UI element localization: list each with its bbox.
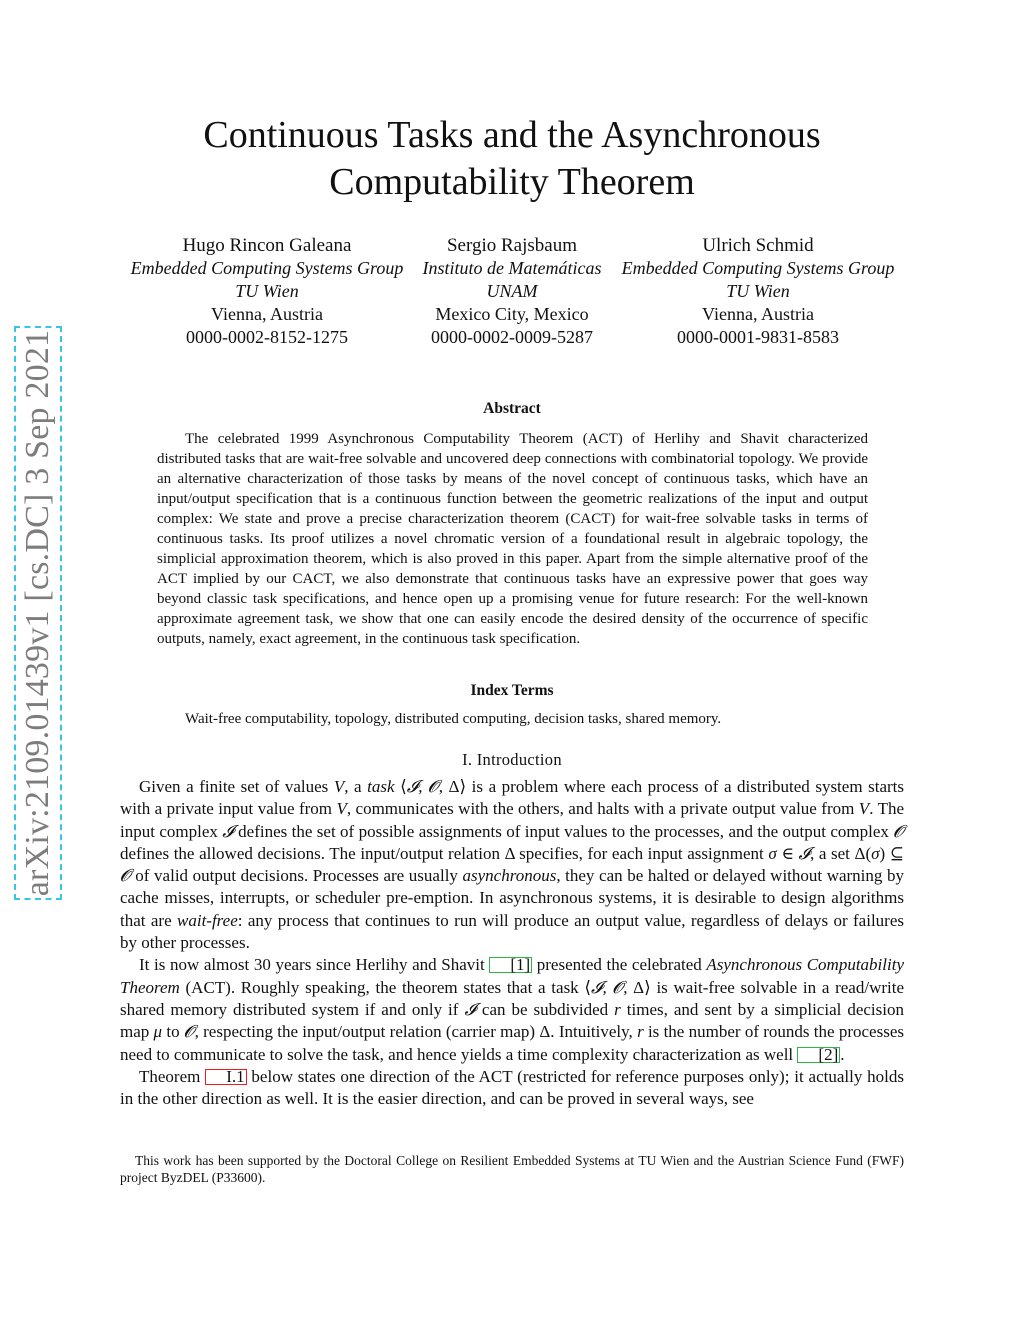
emphasis-wait-free: wait-free xyxy=(177,910,238,930)
author-3 xyxy=(612,234,904,349)
abstract-heading: Abstract xyxy=(483,400,541,417)
funding-footnote: This work has been supported by the Doctoral College on Resilient Embedded Systems at TU Wien and the Austrian Science Fund (FWF) project ByzDEL (P33600). xyxy=(120,1153,904,1185)
author-institution: UNAM xyxy=(486,281,538,301)
author-institution: TU Wien xyxy=(726,281,790,301)
title-line-1: Continuous Tasks and the Asynchronous xyxy=(203,114,821,156)
paper-title xyxy=(120,112,904,206)
index-terms-heading: Index Terms xyxy=(470,682,554,699)
author-orcid[interactable]: 0000-0001-9831-8583 xyxy=(677,327,839,347)
introduction-body xyxy=(120,776,904,1110)
author-orcid[interactable]: 0000-0002-0009-5287 xyxy=(431,327,593,347)
theorem-link[interactable]: I.1 xyxy=(205,1069,246,1085)
citation-link-2[interactable]: [2] xyxy=(797,1047,840,1063)
author-1 xyxy=(122,234,412,349)
author-group: Embedded Computing Systems Group xyxy=(621,258,895,278)
arxiv-id-label[interactable]: arXiv:2109.01439v1 [cs.DC] 3 Sep 2021 xyxy=(19,329,56,897)
author-name: Sergio Rajsbaum xyxy=(446,235,577,256)
intro-paragraph-3: Theorem I.1 below states one direction of the ACT (restricted for reference purposes only); it actually holds in the other direction as well. It is the easier direction, and can be proved in several ways, see xyxy=(120,1066,904,1109)
intro-paragraph-2: It is now almost 30 years since Herlihy and Shavit [1] presented the celebrated Asynchronous Computability Theorem (ACT). Roughly speaking, the theorem states that a task ⟨𝓘, 𝓞, Δ⟩ is wait-free solvable in a read/write shared memory distributed system if and only if 𝓘 can be subdivided r times, and sent by a simplicial decision map μ to 𝓞, respecting the input/output relation (carrier map) Δ. Intuitively, r is the number of rounds the processes need to communicate to solve the task, and hence yields a time complexity characterization as well [2] . xyxy=(120,955,905,1064)
section-heading-introduction: I. Introduction xyxy=(462,750,562,769)
citation-link-1[interactable]: [1] xyxy=(489,957,532,973)
intro-paragraph-1: Given a finite set of values V, a task ⟨𝓘, 𝓞, Δ⟩ is a problem where each process of a distributed system starts with a private input value from V, communicates with the others, and halts with a private output value from V. The input complex 𝓘 defines the set of possible assignments of input values to the processes, and the output complex 𝓞 defines the allowed decisions. The input/output relation Δ specifies, for each input assignment σ ∈ 𝓘, a set Δ(σ) ⊆ 𝓞 of valid output decisions. Processes are usually asynchronous, they can be halted or delayed without warning by cache misses, interrupts, or scheduler pre-emption. In asynchronous systems, it is desirable to design algorithms that are wait-free: any process that continues to run will produce an output value, regardless of delays or failures by other processes. xyxy=(120,777,905,953)
author-group: Embedded Computing Systems Group xyxy=(130,258,404,278)
author-block xyxy=(112,234,912,354)
abstract-text: The celebrated 1999 Asynchronous Computability Theorem (ACT) of Herlihy and Shavit characterized distributed tasks that are wait-free solvable and uncovered deep connections with combinatorial topology. We provide an alternative characterization of those tasks by means of the novel concept of continuous tasks, which have an input/output specification that is a continuous function between the geometric realizations of the input and output complex: We state and prove a precise characterization theorem (CACT) for wait-free solvable tasks in terms of continuous tasks. Its proof utilizes a novel chromatic version of a foundational result in algebraic topology, the simplicial approximation theorem, which is also proved in this paper. Apart from the simple alternative proof of the ACT implied by our CACT, we also demonstrate that continuous tasks have an expressive power that goes way beyond classic task specifications, and hence open up a promising venue for future research: For the well-known approximate agreement task, we show that one can easily encode the desired density of the occurrence of specific outputs, namely, exact agreement, in the continuous task specification. xyxy=(157,431,868,647)
title-line-2: Computability Theorem xyxy=(329,161,695,203)
author-location: Mexico City, Mexico xyxy=(435,304,589,324)
author-name: Hugo Rincon Galeana xyxy=(182,235,352,256)
emphasis-act: Asynchronous Computability Theorem xyxy=(120,955,904,997)
emphasis-asynchronous: asynchronous xyxy=(462,866,557,886)
index-terms-text: Wait-free computability, topology, distributed computing, decision tasks, shared memory. xyxy=(185,711,722,727)
author-location: Vienna, Austria xyxy=(211,304,323,324)
emphasis-task: task xyxy=(367,777,395,796)
author-location: Vienna, Austria xyxy=(702,304,814,324)
author-orcid[interactable]: 0000-0002-8152-1275 xyxy=(186,327,348,347)
author-institution: TU Wien xyxy=(235,281,299,301)
author-name: Ulrich Schmid xyxy=(702,235,814,256)
author-2 xyxy=(412,234,612,349)
author-group: Instituto de Matemáticas xyxy=(422,258,602,278)
